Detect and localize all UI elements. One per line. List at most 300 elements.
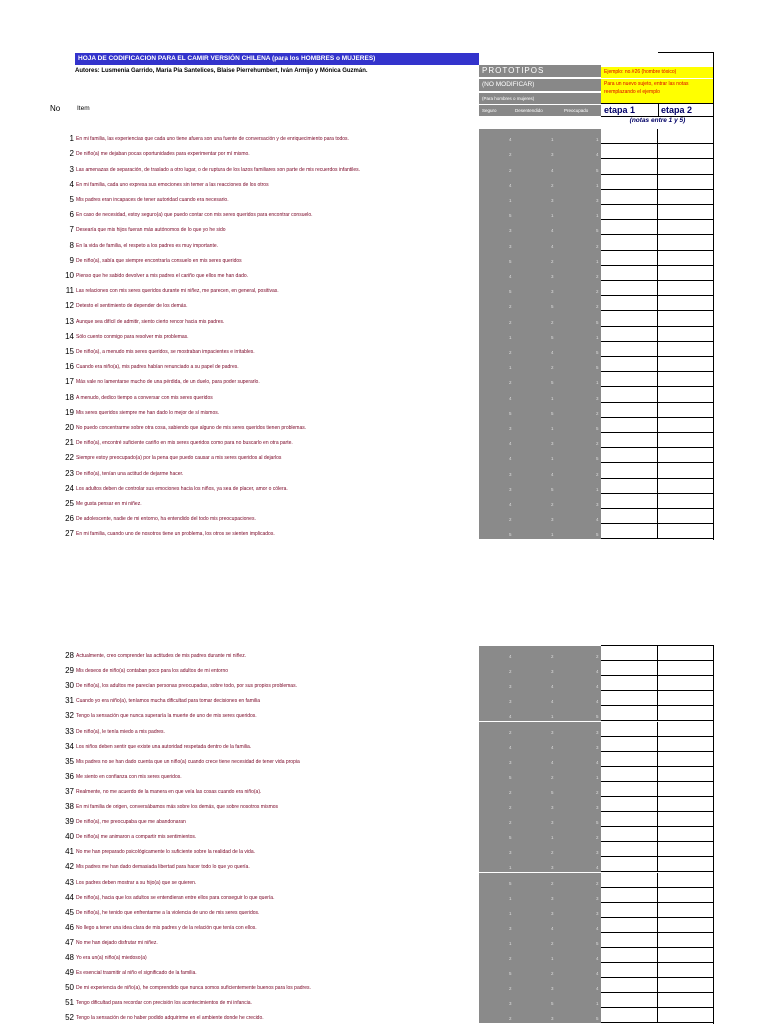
stage-1-input-cell[interactable] [601, 387, 658, 402]
stage-1-input-cell[interactable] [601, 767, 658, 782]
item-number: 46 [65, 922, 74, 932]
stage-1-input-cell[interactable] [601, 918, 658, 933]
preoccupied-score: 4 [596, 971, 599, 977]
prototype-cells [479, 463, 601, 478]
preoccupied-score: 3 [596, 850, 599, 856]
stage-2-input-cell[interactable] [658, 948, 714, 963]
stage-2-input-cell[interactable] [658, 220, 714, 235]
stage-1-input-cell[interactable] [601, 993, 658, 1008]
table-row [0, 1008, 768, 1023]
table-row [0, 722, 768, 737]
stage-2-header: etapa 2 [661, 105, 693, 115]
stage-1-input-cell[interactable] [601, 327, 658, 342]
stage-2-input-cell[interactable] [658, 509, 714, 524]
secure-score: 3 [509, 425, 512, 431]
table-row [0, 175, 768, 190]
stage-1-header: etapa 1 [604, 105, 636, 115]
stage-2-input-cell[interactable] [658, 387, 714, 402]
item-text: De niño(a) me animaron a compartir mis sentimientos. [76, 834, 197, 841]
stage-2-input-cell[interactable] [658, 144, 714, 159]
stage-2-input-cell[interactable] [658, 737, 714, 752]
stage-2-input-cell[interactable] [658, 372, 714, 387]
item-text: Los padres deben mostrar a su hijo(a) que se quieren. [76, 879, 197, 886]
secure-score: 2 [509, 789, 512, 795]
stage-2-input-cell[interactable] [658, 827, 714, 842]
stage-1-input-cell[interactable] [601, 129, 658, 144]
stage-2-input-cell[interactable] [658, 646, 714, 661]
dismissing-score: 5 [551, 380, 554, 386]
stage-1-input-cell[interactable] [601, 281, 658, 296]
dismissing-score: 3 [551, 1016, 554, 1022]
dismissing-score: 3 [551, 273, 554, 279]
preoccupied-score: 3 [596, 197, 599, 203]
item-number: 47 [65, 937, 74, 947]
prototype-cells [479, 159, 601, 174]
secure-score: 2 [509, 167, 512, 173]
stage-1-input-cell[interactable] [601, 205, 658, 220]
stage-1-input-cell[interactable] [601, 646, 658, 661]
preoccupied-score: 4 [596, 684, 599, 690]
stage-2-input-cell[interactable] [658, 129, 714, 144]
stage-1-input-cell[interactable] [601, 433, 658, 448]
stage-1-input-cell[interactable] [601, 190, 658, 205]
item-text: No llego a tener una idea clara de mis padres y de la relación que tenía con ellos. [76, 924, 257, 931]
stage-2-input-cell[interactable] [658, 311, 714, 326]
stage-2-input-cell[interactable] [658, 691, 714, 706]
secure-score: 2 [509, 380, 512, 386]
item-number: 40 [65, 832, 74, 842]
stage-2-input-cell[interactable] [658, 812, 714, 827]
secure-score: 2 [509, 304, 512, 310]
preoccupied-score: 4 [596, 517, 599, 523]
stage-1-input-cell[interactable] [601, 175, 658, 190]
stage-1-input-cell[interactable] [601, 220, 658, 235]
dismissing-score: 3 [551, 865, 554, 871]
stage-2-input-cell[interactable] [658, 403, 714, 418]
table-row [0, 918, 768, 933]
item-text: En caso de necesidad, estoy seguro(a) que puedo contar con mis seres queridos para encontrar consuelo. [76, 212, 313, 219]
item-text: Actualmente, creo comprender las actitudes de mis padres durante mi niñez. [76, 653, 247, 660]
prototypes-header: PROTOTIPOS [479, 65, 601, 77]
stage-1-input-cell[interactable] [601, 797, 658, 812]
stage-1-input-cell[interactable] [601, 266, 658, 281]
item-number: 1 [69, 134, 74, 144]
stage-2-input-cell[interactable] [658, 661, 714, 676]
preoccupied-score: 3 [596, 501, 599, 507]
stage-1-input-cell[interactable] [601, 372, 658, 387]
item-number: 26 [65, 514, 74, 524]
stage-2-input-cell[interactable] [658, 281, 714, 296]
preoccupied-score: 5 [596, 940, 599, 946]
secure-score: 3 [509, 925, 512, 931]
preoccupied-score: 2 [596, 304, 599, 310]
stage-2-input-cell[interactable] [658, 752, 714, 767]
item-number: 24 [65, 483, 74, 493]
prototype-cells [479, 494, 601, 509]
table-row [0, 266, 768, 281]
dismissing-score: 5 [551, 486, 554, 492]
preoccupied-score: 1 [596, 486, 599, 492]
prototype-cells [479, 661, 601, 676]
item-text: Mis padres no se han dado cuenta que un niño(a) cuando crece tiene necesidad de tener vida propia [76, 758, 300, 765]
item-text: En mi familia, cuando uno de nosotros tiene un problema, los otros se sienten implicados. [76, 531, 275, 538]
table-row [0, 418, 768, 433]
secure-score: 3 [509, 228, 512, 234]
prototype-cells [479, 479, 601, 494]
item-text: Me siento en confianza con mis seres queridos. [76, 773, 182, 780]
secure-score: 4 [509, 182, 512, 188]
stage-2-input-cell[interactable] [658, 722, 714, 737]
item-number: 14 [65, 331, 74, 341]
item-number: 4 [69, 179, 74, 189]
item-number: 39 [65, 817, 74, 827]
stage-2-input-cell[interactable] [658, 993, 714, 1008]
preoccupied-score: 4 [596, 956, 599, 962]
table-row [0, 691, 768, 706]
stage-1-input-cell[interactable] [601, 948, 658, 963]
column-header-no: No [50, 104, 61, 113]
stage-1-input-cell[interactable] [601, 311, 658, 326]
preoccupied-score: 3 [596, 895, 599, 901]
table-row [0, 888, 768, 903]
prototype-cells [479, 311, 601, 326]
item-number: 12 [65, 301, 74, 311]
dismissing-score: 3 [551, 910, 554, 916]
stage-1-input-cell[interactable] [601, 144, 658, 159]
preoccupied-score: 2 [596, 471, 599, 477]
prototype-cells [479, 144, 601, 159]
table-row [0, 752, 768, 767]
prototype-cells [479, 357, 601, 372]
preoccupied-score: 2 [596, 835, 599, 841]
stage-2-input-cell[interactable] [658, 782, 714, 797]
prototype-cells [479, 737, 601, 752]
secure-score: 3 [509, 471, 512, 477]
dismissing-score: 3 [551, 805, 554, 811]
dismissing-score: 1 [551, 532, 554, 538]
stage-2-input-cell[interactable] [658, 1008, 714, 1023]
preoccupied-score: 3 [596, 744, 599, 750]
secure-score: 5 [509, 289, 512, 295]
stage-1-input-cell[interactable] [601, 296, 658, 311]
preoccupied-column-header: Preocupado [564, 108, 589, 113]
item-text: Tengo la sensación de no haber podido adquirirme en el ambiente donde he crecido. [76, 1015, 264, 1022]
preoccupied-score: 3 [596, 729, 599, 735]
stage-2-input-cell[interactable] [658, 857, 714, 872]
stage-2-input-cell[interactable] [658, 205, 714, 220]
dismissing-score: 5 [551, 334, 554, 340]
secure-score: 4 [509, 744, 512, 750]
stage-2-input-cell[interactable] [658, 918, 714, 933]
secure-score: 4 [509, 395, 512, 401]
prototype-cells [479, 175, 601, 190]
secure-score: 4 [509, 714, 512, 720]
prototype-cells [479, 948, 601, 963]
prototype-cells [479, 342, 601, 357]
stage-1-input-cell[interactable] [601, 676, 658, 691]
dismissing-score: 4 [551, 243, 554, 249]
table-row [0, 190, 768, 205]
stage-1-input-cell[interactable] [601, 722, 658, 737]
stage-2-input-cell[interactable] [658, 978, 714, 993]
stage-2-input-cell[interactable] [658, 797, 714, 812]
instructions-note: Para un nuevo sujeto, entrar las notas reemplazando el ejemplo [601, 79, 714, 103]
stage-1-input-cell[interactable] [601, 418, 658, 433]
stage-2-input-cell[interactable] [658, 463, 714, 478]
stage-1-input-cell[interactable] [601, 342, 658, 357]
prototype-cells [479, 767, 601, 782]
preoccupied-score: 4 [596, 759, 599, 765]
dismissing-score: 3 [551, 152, 554, 158]
stage-1-input-cell[interactable] [601, 857, 658, 872]
stage-1-input-cell[interactable] [601, 494, 658, 509]
dismissing-score: 4 [551, 471, 554, 477]
item-number: 38 [65, 802, 74, 812]
item-text: Más vale no lamentarse mucho de una pérdida, de un duelo, para poder superarlo. [76, 379, 260, 386]
item-text: Yo era un(a) niño(a) miedoso(a) [76, 955, 147, 962]
item-number: 35 [65, 756, 74, 766]
secure-score: 2 [509, 517, 512, 523]
item-number: 52 [65, 1013, 74, 1023]
secure-score: 2 [509, 319, 512, 325]
secure-score: 4 [509, 501, 512, 507]
item-number: 27 [65, 529, 74, 539]
item-number: 6 [69, 210, 74, 220]
stage-1-input-cell[interactable] [601, 812, 658, 827]
dismissing-score: 3 [551, 441, 554, 447]
prototype-cells [479, 205, 601, 220]
preoccupied-score: 5 [596, 532, 599, 538]
item-number: 5 [69, 194, 74, 204]
stage-1-input-cell[interactable] [601, 963, 658, 978]
stage-1-input-cell[interactable] [601, 661, 658, 676]
stage-2-input-cell[interactable] [658, 433, 714, 448]
item-number: 22 [65, 453, 74, 463]
table-row [0, 463, 768, 478]
stage-2-input-cell[interactable] [658, 903, 714, 918]
prototype-cells [479, 220, 601, 235]
stage-2-input-cell[interactable] [658, 448, 714, 463]
stage-2-input-cell[interactable] [658, 842, 714, 857]
preoccupied-score: 1 [596, 258, 599, 264]
stage-1-input-cell[interactable] [601, 827, 658, 842]
secure-score: 4 [509, 441, 512, 447]
prototype-cells [479, 190, 601, 205]
stage-2-input-cell[interactable] [658, 235, 714, 250]
item-number: 18 [65, 392, 74, 402]
stage-2-input-cell[interactable] [658, 494, 714, 509]
table-row [0, 873, 768, 888]
secure-score: 5 [509, 532, 512, 538]
table-row [0, 251, 768, 266]
stage-2-input-cell[interactable] [658, 342, 714, 357]
stage-2-input-cell[interactable] [658, 888, 714, 903]
dismissing-score: 4 [551, 167, 554, 173]
item-text: De mi experiencia de niño(a), he comprendido que nunca somos suficientemente buenos para los padres. [76, 985, 311, 992]
stage-1-input-cell[interactable] [601, 706, 658, 721]
prototype-cells [479, 842, 601, 857]
dismissing-score: 1 [551, 714, 554, 720]
secure-score: 2 [509, 729, 512, 735]
preoccupied-score: 1 [596, 137, 599, 143]
stage-2-input-cell[interactable] [658, 327, 714, 342]
stage-2-input-cell[interactable] [658, 933, 714, 948]
secure-score: 2 [509, 956, 512, 962]
item-text: Detesto el sentimiento de depender de los demás. [76, 303, 188, 310]
preoccupied-score: 2 [596, 654, 599, 660]
table-row [0, 842, 768, 857]
table-row [0, 327, 768, 342]
stage-2-input-cell[interactable] [658, 479, 714, 494]
dismissing-score: 2 [551, 319, 554, 325]
stage-1-input-cell[interactable] [601, 463, 658, 478]
item-text: Tengo dificultad para recordar con precisión los acontecimientos de mi infancia. [76, 1000, 252, 1007]
item-text: De niño(a), he tenido que enfrentarme a la violencia de uno de mis seres queridos. [76, 909, 260, 916]
stage-1-input-cell[interactable] [601, 448, 658, 463]
stage-2-input-cell[interactable] [658, 963, 714, 978]
stage-1-input-cell[interactable] [601, 752, 658, 767]
prototype-cells [479, 903, 601, 918]
dismissing-score: 5 [551, 789, 554, 795]
item-number: 50 [65, 983, 74, 993]
dismissing-score: 4 [551, 684, 554, 690]
secure-score: 1 [509, 940, 512, 946]
item-number: 49 [65, 968, 74, 978]
stage-1-input-cell[interactable] [601, 933, 658, 948]
table-row [0, 767, 768, 782]
stage-1-input-cell[interactable] [601, 509, 658, 524]
stage-2-input-cell[interactable] [658, 357, 714, 372]
preoccupied-score: 3 [596, 805, 599, 811]
stage-2-input-cell[interactable] [658, 175, 714, 190]
stage-2-input-cell[interactable] [658, 251, 714, 266]
stage-1-input-cell[interactable] [601, 159, 658, 174]
stage-2-input-cell[interactable] [658, 524, 714, 539]
stage-1-input-cell[interactable] [601, 1008, 658, 1023]
prototype-cells [479, 782, 601, 797]
table-row [0, 357, 768, 372]
dismissing-score: 2 [551, 850, 554, 856]
table-row [0, 296, 768, 311]
table-row [0, 676, 768, 691]
item-number: 23 [65, 468, 74, 478]
stage-1-input-cell[interactable] [601, 691, 658, 706]
item-text: Mis padres me han dado demasiada libertad para hacer todo lo que yo quería. [76, 864, 250, 871]
stage-1-input-cell[interactable] [601, 403, 658, 418]
dismissing-score: 1 [551, 956, 554, 962]
preoccupied-score: 1 [596, 182, 599, 188]
stage-2-input-cell[interactable] [658, 266, 714, 281]
secure-score: 2 [509, 669, 512, 675]
secure-score: 2 [509, 820, 512, 826]
item-number: 10 [65, 270, 74, 280]
dismissing-score: 1 [551, 456, 554, 462]
preoccupied-score: 4 [596, 986, 599, 992]
prototype-cells [479, 418, 601, 433]
preoccupied-score: 2 [596, 289, 599, 295]
table-row [0, 978, 768, 993]
item-number: 20 [65, 422, 74, 432]
dismissing-score: 2 [551, 501, 554, 507]
stage-2-input-cell[interactable] [658, 767, 714, 782]
secure-score: 1 [509, 365, 512, 371]
item-text: Mis padres eran incapaces de tener autoridad cuando era necesario. [76, 196, 229, 203]
dismissing-score: 1 [551, 213, 554, 219]
prototype-cells [479, 1008, 601, 1023]
stage-1-input-cell[interactable] [601, 842, 658, 857]
item-text: De niño(a), hacia que los adultos se entendieran entre ellos para conseguir lo que quería. [76, 894, 275, 901]
stage-1-input-cell[interactable] [601, 782, 658, 797]
stage-1-input-cell[interactable] [601, 479, 658, 494]
prototype-cells [479, 873, 601, 888]
table-row [0, 372, 768, 387]
dismissing-score: 2 [551, 971, 554, 977]
item-text: De niño(a), encontré suficiente cariño en mis seres queridos como para no buscarlo en otra parte. [76, 440, 293, 447]
secure-score: 4 [509, 456, 512, 462]
stage-2-input-cell[interactable] [658, 190, 714, 205]
stage-1-input-cell[interactable] [601, 903, 658, 918]
stage-2-input-cell[interactable] [658, 159, 714, 174]
stage-1-input-cell[interactable] [601, 873, 658, 888]
preoccupied-score: 5 [596, 365, 599, 371]
stage-2-input-cell[interactable] [658, 296, 714, 311]
prototype-cells [479, 372, 601, 387]
preoccupied-score: 2 [596, 789, 599, 795]
secure-score: 3 [509, 759, 512, 765]
prototype-cells [479, 433, 601, 448]
table-row [0, 963, 768, 978]
prototype-cells [479, 235, 601, 250]
table-row [0, 220, 768, 235]
preoccupied-score: 1 [596, 1001, 599, 1007]
stage-1-input-cell[interactable] [601, 357, 658, 372]
stage-2-input-cell[interactable] [658, 418, 714, 433]
stage-1-input-cell[interactable] [601, 978, 658, 993]
preoccupied-score: 5 [596, 1016, 599, 1022]
stage-1-input-cell[interactable] [601, 524, 658, 539]
preoccupied-score: 4 [596, 865, 599, 871]
stage-1-input-cell[interactable] [601, 888, 658, 903]
stage-1-input-cell[interactable] [601, 251, 658, 266]
dismissing-score: 3 [551, 197, 554, 203]
prototype-cells [479, 448, 601, 463]
table-row [0, 782, 768, 797]
table-row [0, 433, 768, 448]
for-both-label: (Para hombres o mujeres) [479, 93, 601, 104]
secure-score: 5 [509, 410, 512, 416]
item-number: 13 [65, 316, 74, 326]
table-row [0, 646, 768, 661]
table-row [0, 342, 768, 357]
stage-2-input-cell[interactable] [658, 676, 714, 691]
preoccupied-score: 5 [596, 349, 599, 355]
item-number: 15 [65, 346, 74, 356]
stage-2-input-cell[interactable] [658, 873, 714, 888]
item-number: 41 [65, 847, 74, 857]
item-text: Tengo la sensación que nunca superaría la muerte de uno de mis seres queridos. [76, 713, 257, 720]
stage-2-input-cell[interactable] [658, 706, 714, 721]
item-text: Realmente, no me acuerdo de la manera en que veía las cosas cuando era niño(a). [76, 788, 262, 795]
prototype-cells [479, 327, 601, 342]
prototype-cells [479, 646, 601, 661]
preoccupied-score: 2 [596, 410, 599, 416]
item-number: 28 [65, 651, 74, 661]
secure-column-header: Seguro [482, 108, 497, 113]
dismissing-score: 4 [551, 744, 554, 750]
table-row [0, 857, 768, 872]
stage-1-input-cell[interactable] [601, 235, 658, 250]
stage-1-input-cell[interactable] [601, 737, 658, 752]
